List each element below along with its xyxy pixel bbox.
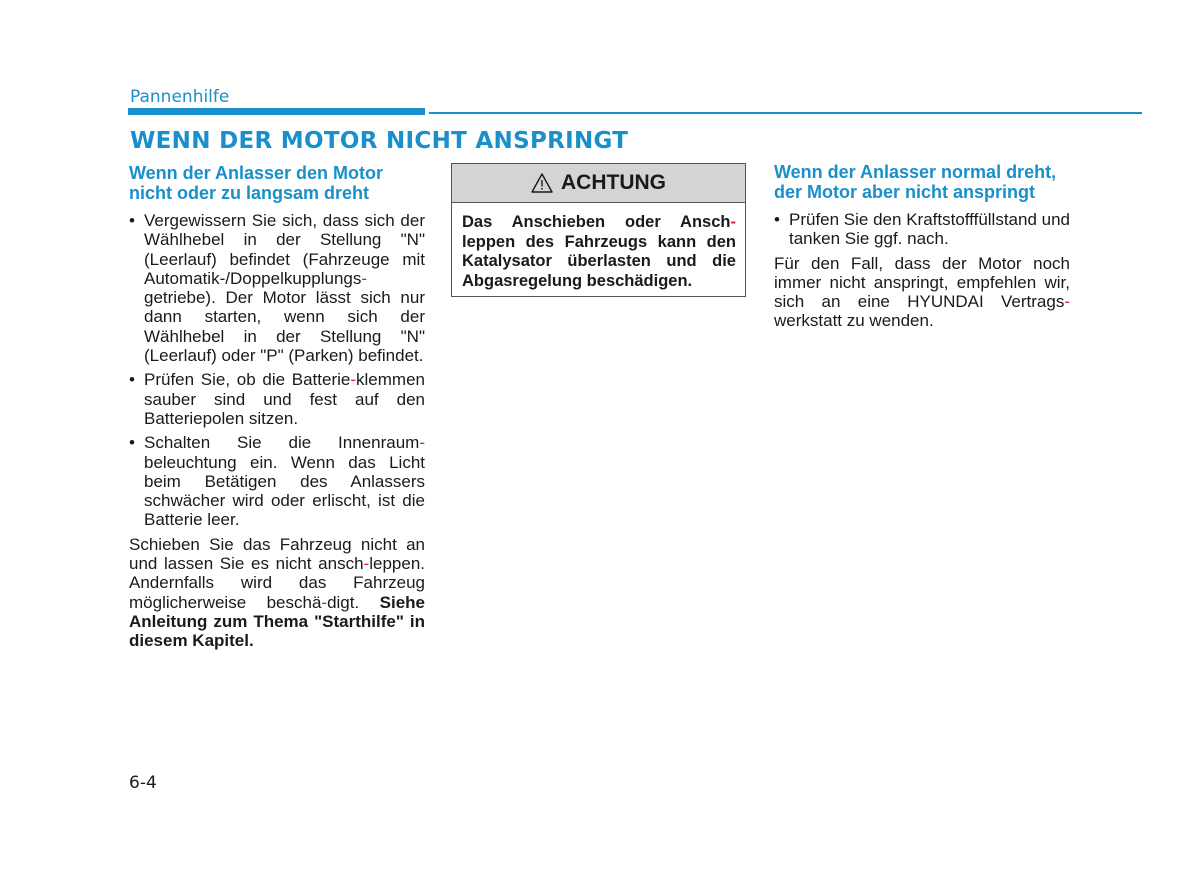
left-paragraph	[129, 535, 425, 651]
section-bar-thin	[429, 112, 1142, 114]
hyphen-mark: -	[1064, 292, 1070, 312]
right-paragraph	[774, 254, 1070, 331]
caution-title: ACHTUNG	[561, 171, 666, 194]
page-number: 6-4	[129, 773, 157, 793]
section-label: Pannenhilfe	[130, 87, 230, 107]
caution-body	[452, 203, 745, 291]
hyphen-mark: -	[363, 554, 370, 574]
para-text: werkstatt zu wenden.	[774, 311, 934, 331]
left-subheading: Wenn der Anlasser den Motor nicht oder zu langsam dreht	[129, 163, 384, 203]
list-item	[774, 210, 1070, 249]
para-text: digt.	[327, 592, 380, 612]
caution-text: Das Anschieben oder Ansch	[462, 213, 731, 231]
list-item	[129, 433, 425, 529]
caution-text: leppen des Fahrzeugs kann den Katalysator überlasten und die Abgasregelung beschädigen.	[462, 232, 736, 290]
bullet-text: klemmen sauber sind und fest auf den Batteriepolen sitzen.	[144, 370, 425, 428]
right-column	[774, 162, 1070, 331]
bullet-text: beleuchtung ein. Wenn das Licht beim Betätigen des Anlassers schwächer wird oder erlischt, ist die Batterie leer.	[144, 452, 425, 530]
list-item	[129, 370, 425, 428]
caution-header	[452, 164, 745, 203]
bullet-text: getriebe). Der Motor lässt sich nur dann starten, wenn sich der Wählhebel in der Stellung "N" (Leerlauf) oder "P" (Parken) befindet.	[144, 288, 425, 366]
bullet-text: Schalten Sie die Innenraum	[144, 433, 420, 453]
bullet-text: Prüfen Sie den Kraftstofffüllstand und tanken Sie ggf. nach.	[789, 210, 1071, 249]
page-title: WENN DER MOTOR NICHT ANSPRINGT	[130, 128, 629, 154]
bullet-text: Prüfen Sie, ob die Batterie	[144, 370, 351, 390]
cross-reference-text: Siehe Anleitung zum Thema "Starthilfe" in diesem Kapitel.	[129, 592, 425, 651]
section-bar-thick	[128, 108, 425, 115]
warning-triangle-icon	[531, 173, 553, 193]
para-text: leppen. Andernfalls wird das Fahrzeug möglicherweise beschä	[129, 554, 425, 612]
hyphen-mark: -	[419, 433, 425, 453]
para-text: Für den Fall, dass der Motor noch immer nicht anspringt, empfehlen wir, sich an eine HYUNDAI Vertrags	[774, 253, 1070, 312]
left-bullet-list	[129, 211, 425, 530]
bullet-text: Vergewissern Sie sich, dass sich der Wählhebel in der Stellung "N" (Leerlauf) befindet (Fahrzeuge mit Automatik-/Doppelkupplungs	[144, 211, 425, 288]
right-subheading: Wenn der Anlasser normal dreht, der Motor aber nicht anspringt	[774, 162, 1057, 202]
list-item	[129, 211, 425, 365]
hyphen-mark: -	[321, 592, 328, 612]
left-column	[129, 163, 425, 651]
hyphen-mark: -	[361, 268, 368, 288]
para-text: Schieben Sie das Fahrzeug nicht an und lassen Sie es nicht ansch	[129, 534, 425, 574]
right-bullet-list	[774, 210, 1070, 249]
hyphen-mark: -	[350, 370, 357, 390]
caution-box	[451, 163, 746, 297]
hyphen-mark: -	[730, 213, 736, 231]
